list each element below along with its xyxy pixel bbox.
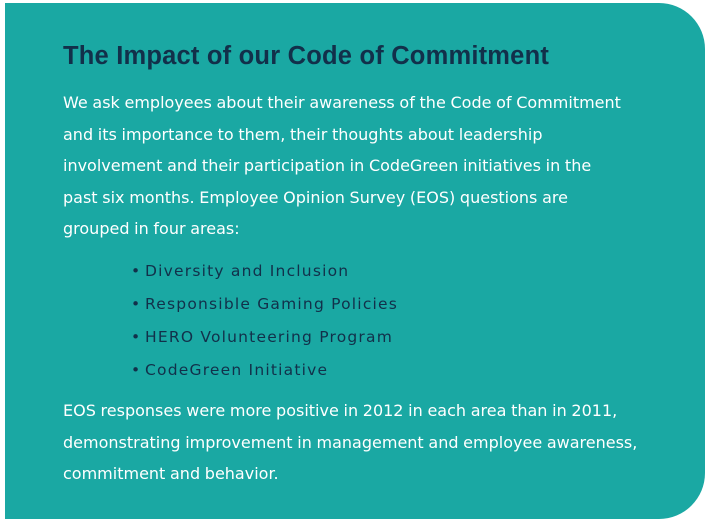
info-panel: [5, 3, 705, 519]
list-item: [131, 288, 665, 321]
survey-areas-list: [131, 255, 665, 387]
list-item: [131, 255, 665, 288]
list-item-label: Responsible Gaming Policies: [145, 294, 399, 313]
bullet-icon: •: [131, 294, 142, 313]
bullet-icon: •: [131, 327, 142, 346]
intro-paragraph: We ask employees about their awareness of the Code of Commitment and its importance to them, their thoughts about leadership involvement and their participation in CodeGreen initiatives in the past six months. Employee Opinion Survey (EOS) questions are grouped in four areas:: [63, 93, 621, 239]
bullet-icon: •: [131, 360, 142, 379]
list-item-label: Diversity and Inclusion: [145, 261, 350, 280]
outro-paragraph: EOS responses were more positive in 2012 in each area than in 2011, demonstrating improvement in management and employee awareness, commitment and behavior.: [63, 400, 638, 484]
list-item: [131, 354, 665, 387]
bullet-icon: •: [131, 261, 142, 280]
list-item-label: HERO Volunteering Program: [145, 327, 393, 346]
panel-title: The Impact of our Code of Commitment: [63, 42, 550, 70]
list-item: [131, 321, 665, 354]
list-item-label: CodeGreen Initiative: [145, 360, 329, 379]
